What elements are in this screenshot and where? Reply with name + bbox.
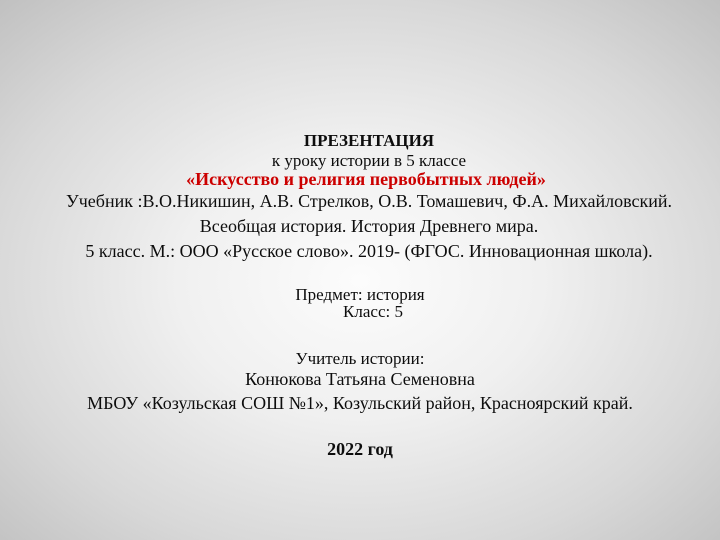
- year-line: 2022 год: [327, 439, 393, 459]
- subject-line: Предмет: история: [295, 285, 425, 304]
- teacher-heading: Учитель истории:: [295, 349, 425, 368]
- textbook-authors: Учебник :В.О.Никишин, А.В. Стрелков, О.В. Томашевич, Ф.А. Михайловский.: [66, 191, 672, 211]
- grade-line: Класс: 5: [343, 302, 403, 321]
- textbook-edition: 5 класс. М.: ООО «Русское слово». 2019- (ФГОС. Инновационная школа).: [85, 241, 653, 261]
- school-name-line: МБОУ «Козульская СОШ №1», Козульский район, Красноярский край.: [87, 393, 633, 413]
- lesson-topic-title: «Искусство и религия первобытных людей»: [186, 169, 546, 189]
- textbook-title: Всеобщая история. История Древнего мира.: [199, 216, 539, 236]
- teacher-name: Конюкова Татьяна Семеновна: [245, 369, 475, 389]
- presentation-title: ПРЕЗЕНТАЦИЯ: [303, 131, 435, 150]
- lesson-subtitle: к уроку истории в 5 классе: [271, 151, 467, 170]
